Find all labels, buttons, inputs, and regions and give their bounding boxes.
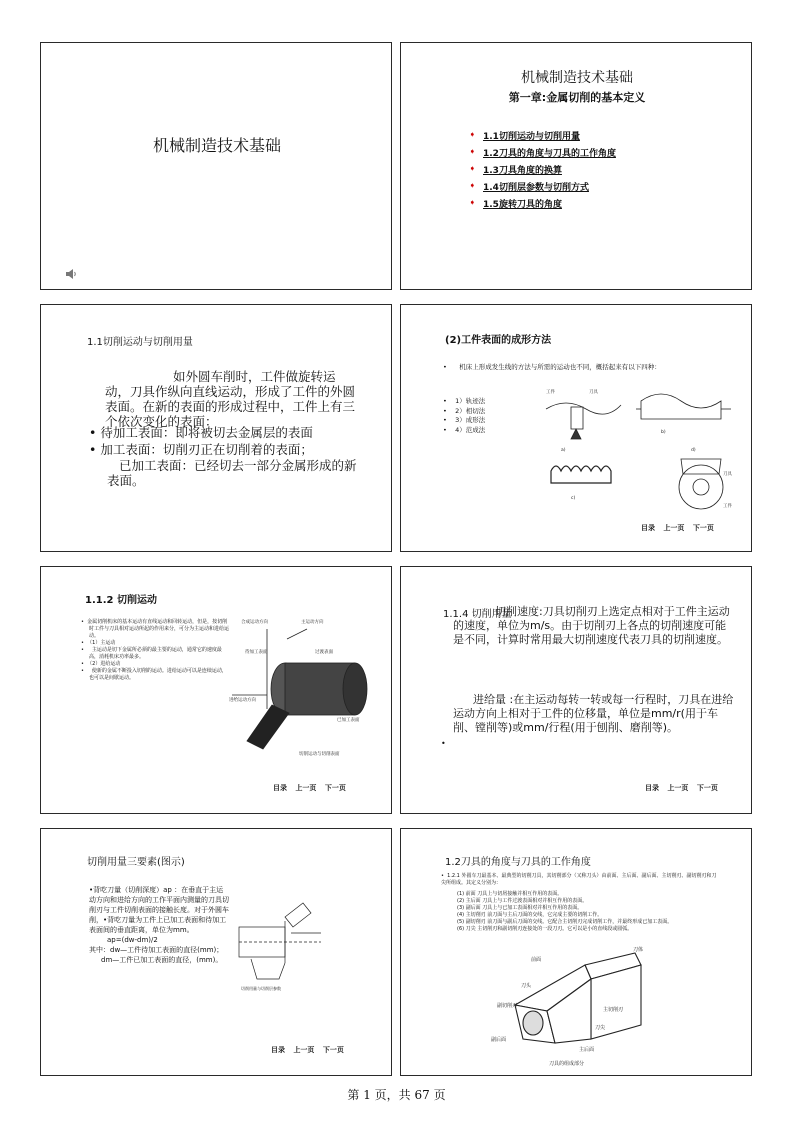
bullet-item: • 金属切削机床的基本运动有直线运动和回转运动，但是，按切削时工件与刀具相对运动所起的作用来分，可分为主运动和进给运动。 xyxy=(81,619,230,639)
figure-label: 合成运动方向 xyxy=(241,620,268,625)
slide-2 xyxy=(400,42,752,290)
definition-item: (5) 副切削刃 前刀面与副后刀面的交线。它配合主切削刃完成切削工作，并最终形成已加工表面。 xyxy=(457,919,673,925)
arrow-icon: ➧ xyxy=(469,181,476,190)
method-item: • 2）相切法 xyxy=(443,406,486,415)
figure-label: 前面 xyxy=(531,957,542,963)
method-item: • 4）范成法 xyxy=(443,425,486,434)
figure-label: 刀头 xyxy=(521,983,532,989)
definition-list xyxy=(457,891,727,933)
slide-3-heading: 1.1切削运动与切削用量 xyxy=(87,337,193,348)
slide-nav xyxy=(271,1045,350,1055)
figure-label: 刀体 xyxy=(633,947,644,953)
empty-bullet: • xyxy=(441,739,446,748)
slide-6-heading: 1.1.4 切削用量 xyxy=(443,609,512,620)
slide-2-subtitle: 第一章:金属切削的基本定义 xyxy=(508,91,646,104)
toc-item[interactable]: ➧ 1.3刀具角度的换算 xyxy=(469,164,562,176)
toc-item[interactable]: ➧ 1.4切削层参数与切削方式 xyxy=(469,181,589,193)
slide-7-heading: 切削用量三要素(图示) xyxy=(87,857,185,868)
bullet-item: • 加工表面：切削刃正在切削着的表面； xyxy=(89,442,313,457)
figure-label: 切削运动与切削表面 xyxy=(299,752,340,757)
slide-6-para1: 切削速度:刀具切削刃上选定点相对于工件主运动的速度，单位为m/s。由于切削刃上各点的切削速度可能是不同，计算时常用最大切削速度代表刀具的切削速度。 xyxy=(453,605,730,646)
figure-label: d) xyxy=(691,448,696,453)
definition-item: (3) 副后面 刀具上与已加工表面相对并相互作用的表面。 xyxy=(457,905,583,911)
slide-4-intro: • 机床上形成发生线的方法与所需的运动也不同，概括起来有以下四种： xyxy=(443,363,661,371)
slide-4-heading: (2)工件表面的成形方法 xyxy=(445,335,552,346)
figure-label: 主切削刃 xyxy=(603,1007,624,1013)
arrow-icon: ➧ xyxy=(469,130,476,139)
bullet-item: • 使新的金属不断投入切削的运动。进给运动可以是连续运动，也可以是间歇运动。 xyxy=(81,668,227,681)
nav-next-link[interactable]: 下一页 xyxy=(696,783,718,792)
cutting-depth-figure xyxy=(231,897,327,993)
nav-prev-link[interactable]: 上一页 xyxy=(663,523,685,532)
slide-5-text xyxy=(81,619,231,682)
nav-prev-link[interactable]: 上一页 xyxy=(293,1045,315,1054)
slide-5 xyxy=(40,566,392,814)
figure-label: 工件 xyxy=(546,390,555,395)
figure-label: c) xyxy=(571,496,576,501)
figure-label: b) xyxy=(661,430,666,435)
slide-7-def1: 其中：dw—工件待加工表面的直径(mm)； xyxy=(89,946,224,954)
slide-7-text xyxy=(89,885,229,965)
method-item: • 1）轨迹法 xyxy=(443,397,486,405)
nav-toc-link[interactable]: 目录 xyxy=(273,783,287,792)
slide-3-para1: 如外圆车削时，工件做旋转运动，刀具作纵向直线运动，形成了工件的外圆表面。在新的表面的形成过程中，工件上有三个依次变化的表面： xyxy=(105,369,356,429)
definition-item: (4) 主切削刃 前刀面与主后刀面的交线，它完成主要的切削工作。 xyxy=(457,912,603,918)
slide-6 xyxy=(400,566,752,814)
figure-label: 过渡表面 xyxy=(315,650,333,655)
figure-label: 主运动方向 xyxy=(301,620,324,625)
nav-next-link[interactable]: 下一页 xyxy=(322,1045,344,1054)
toc-item[interactable]: ➧ 1.1切削运动与切削用量 xyxy=(469,130,580,142)
slide-8-heading: 1.2刀具的角度与刀具的工作角度 xyxy=(445,857,591,868)
figure-label: a) xyxy=(561,448,566,453)
nav-toc-link[interactable]: 目录 xyxy=(271,1045,285,1054)
definition-item: (1) 前面 刀具上与切屑接触并相互作用的表面。 xyxy=(457,891,563,897)
nav-next-link[interactable]: 下一页 xyxy=(692,523,714,532)
slide-8-intro: • 1.2.1 外圆车刀最基本、最典型的切削刀具，其切削部分（又称刀头）由前面、主后面、副后面、主切削刃、副切削刃和刀尖所组成。其定义分别为： xyxy=(441,873,717,886)
toc-item[interactable]: ➧ 1.2刀具的角度与刀具的工作角度 xyxy=(469,147,616,159)
bullet-item: • （1）主运动 xyxy=(81,640,116,646)
figure-label: 副切削刃 xyxy=(497,1003,518,1009)
nav-next-link[interactable]: 下一页 xyxy=(324,783,346,792)
figure-caption: 刀具的组成部分 xyxy=(549,1061,585,1067)
definition-item: (2) 主后面 刀具上与工件过渡表面相对并相互作用的表面。 xyxy=(457,898,588,904)
method-item: • 3）成形法 xyxy=(443,416,486,424)
figure-caption: 切削用量与切削层参数 xyxy=(241,986,281,991)
figure-label: 刀具 xyxy=(723,472,732,477)
figure-label: 刀尖 xyxy=(595,1025,606,1031)
slide-nav xyxy=(641,523,720,533)
figure-label: 待加工表面 xyxy=(245,650,268,655)
slide-7-formula: ap=(dw-dm)/2 xyxy=(107,936,158,944)
figure-label: 进给运动方向 xyxy=(229,698,256,703)
bullet-item: • 待加工表面：即将被切去金属层的表面 xyxy=(89,425,313,440)
bullet-item: • （2）进给运动 xyxy=(81,661,121,667)
slide-8 xyxy=(400,828,752,1076)
slide-3 xyxy=(40,304,392,552)
slide-3-para2: 已加工表面：已经切去一部分金属形成的新表面。 xyxy=(107,458,357,488)
figure-label: 副后面 xyxy=(491,1037,507,1043)
speaker-icon xyxy=(65,268,77,280)
figure-label: 刀具 xyxy=(589,390,598,395)
page-footer: 第 1 页，共 67 页 xyxy=(347,1088,446,1102)
nav-toc-link[interactable]: 目录 xyxy=(641,523,655,532)
slide-7-para: •背吃刀量（切削深度）ap ：在垂直于主运动方向和进给方向的工作平面内测量的刀具切削刃与工件切削表面的接触长度。对于外圆车削，•背吃刀量为工件上已加工表面和待加工表面间的垂直距离，单位为mm。 xyxy=(89,886,229,934)
arrow-icon: ➧ xyxy=(469,198,476,207)
nav-prev-link[interactable]: 上一页 xyxy=(667,783,689,792)
method-list xyxy=(443,397,485,435)
toc-item[interactable]: ➧ 1.5旋转刀具的角度 xyxy=(469,198,562,210)
cutting-motion-figure xyxy=(227,609,383,759)
slide-2-title: 机械制造技术基础 xyxy=(521,70,633,86)
slide-nav xyxy=(645,783,724,793)
nav-prev-link[interactable]: 上一页 xyxy=(295,783,317,792)
slide-1 xyxy=(40,42,392,290)
figure-label: 工件 xyxy=(723,504,732,509)
slide-7 xyxy=(40,828,392,1076)
forming-methods-figure xyxy=(541,379,741,513)
slide-4 xyxy=(400,304,752,552)
nav-toc-link[interactable]: 目录 xyxy=(645,783,659,792)
bullet-item: • 主运动是切下金属所必须的最主要的运动，通常它的速度最高，消耗机床功率最多。 xyxy=(81,647,222,660)
slide-5-heading: 1.1.2 切削运动 xyxy=(85,595,157,606)
figure-label: 主后面 xyxy=(579,1047,595,1053)
slide-6-para2: 进给量 :在主运动每转一转或每一行程时，刀具在进给运动方向上相对于工件的位移量，单位是mm/r(用于车削、镗削等)或mm/行程(用于刨削、磨削等)。 xyxy=(453,693,734,734)
slide-1-title: 机械制造技术基础 xyxy=(152,136,281,155)
toc-list xyxy=(469,129,616,214)
tool-parts-figure xyxy=(485,945,685,1069)
figure-label: 已加工表面 xyxy=(337,718,360,723)
slide-7-def2: dm—工件已加工表面的直径，(mm)。 xyxy=(101,956,223,964)
definition-item: (6) 刀尖 主切削刃和副切削刃连接处的一段刀刃。它可以是小的直线段或圆弧。 xyxy=(457,926,633,932)
arrow-icon: ➧ xyxy=(469,164,476,173)
arrow-icon: ➧ xyxy=(469,147,476,156)
slide-nav xyxy=(273,783,352,793)
